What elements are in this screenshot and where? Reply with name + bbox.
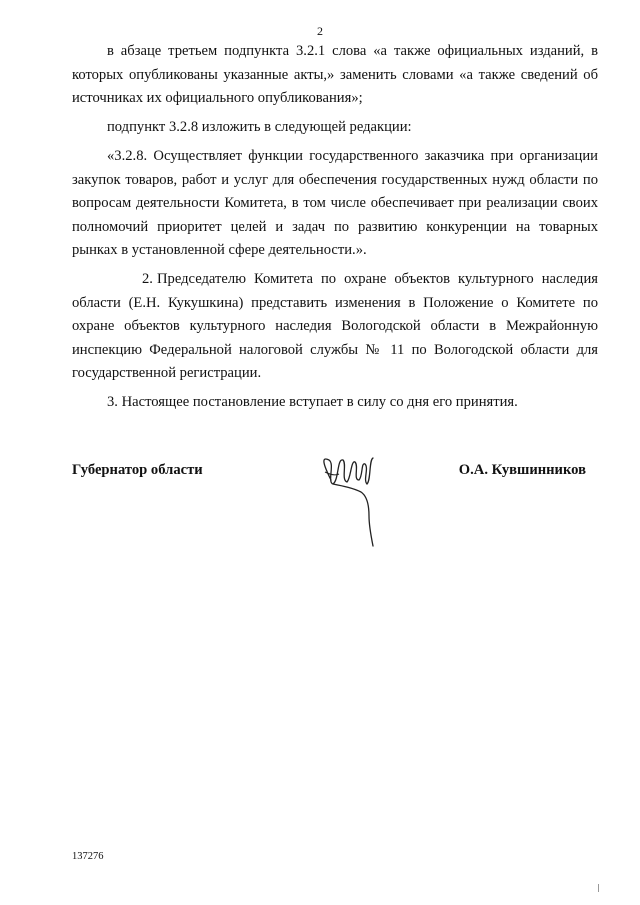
signatory-title: Губернатор области bbox=[72, 462, 203, 478]
scan-artifact bbox=[598, 884, 599, 892]
document-id: 137276 bbox=[72, 851, 104, 862]
paragraph-subpoint-3-2-8-intro: подпункт 3.2.8 изложить в следующей редакции: bbox=[107, 119, 412, 135]
document-body bbox=[72, 40, 598, 420]
signature-block bbox=[72, 450, 598, 550]
paragraph-subpoint-3-2-1: в абзаце третьем подпункта 3.2.1 слова «а также официальных изданий, в которых опубликованы указанные акты,» заменить словами «а также сведений об источниках их официального опубликования»; bbox=[72, 43, 598, 106]
signatory-name: О.А. Кувшинников bbox=[458, 462, 586, 478]
item-2-number: 2. bbox=[142, 271, 153, 287]
paragraph-subpoint-3-2-8-text: «3.2.8. Осуществляет функции государственного заказчика при организации закупок товаров, работ и услуг для обеспечения государственных нужд области по вопросам деятельности Комитета, в том числе обеспечивает при реализации своих полномочий приоритет целей и задач по развитию конкуренции на товарных рынках в установленной сфере деятельности.». bbox=[72, 148, 598, 258]
handwritten-signature bbox=[317, 450, 387, 550]
paragraph-item-2 bbox=[72, 268, 598, 386]
paragraph-item-3: 3. Настоящее постановление вступает в силу со дня его принятия. bbox=[107, 394, 518, 410]
page-number: 2 bbox=[317, 24, 323, 38]
item-2-text: Председателю Комитета по охране объектов культурного наследия области (Е.Н. Кукушкина) представить изменения в Положение о Комитете по охране объектов культурного наследия Вологодской области в Межрайонную инспекцию Федеральной налоговой службы № 11 по Вологодской области для государственной регистрации. bbox=[72, 271, 598, 381]
